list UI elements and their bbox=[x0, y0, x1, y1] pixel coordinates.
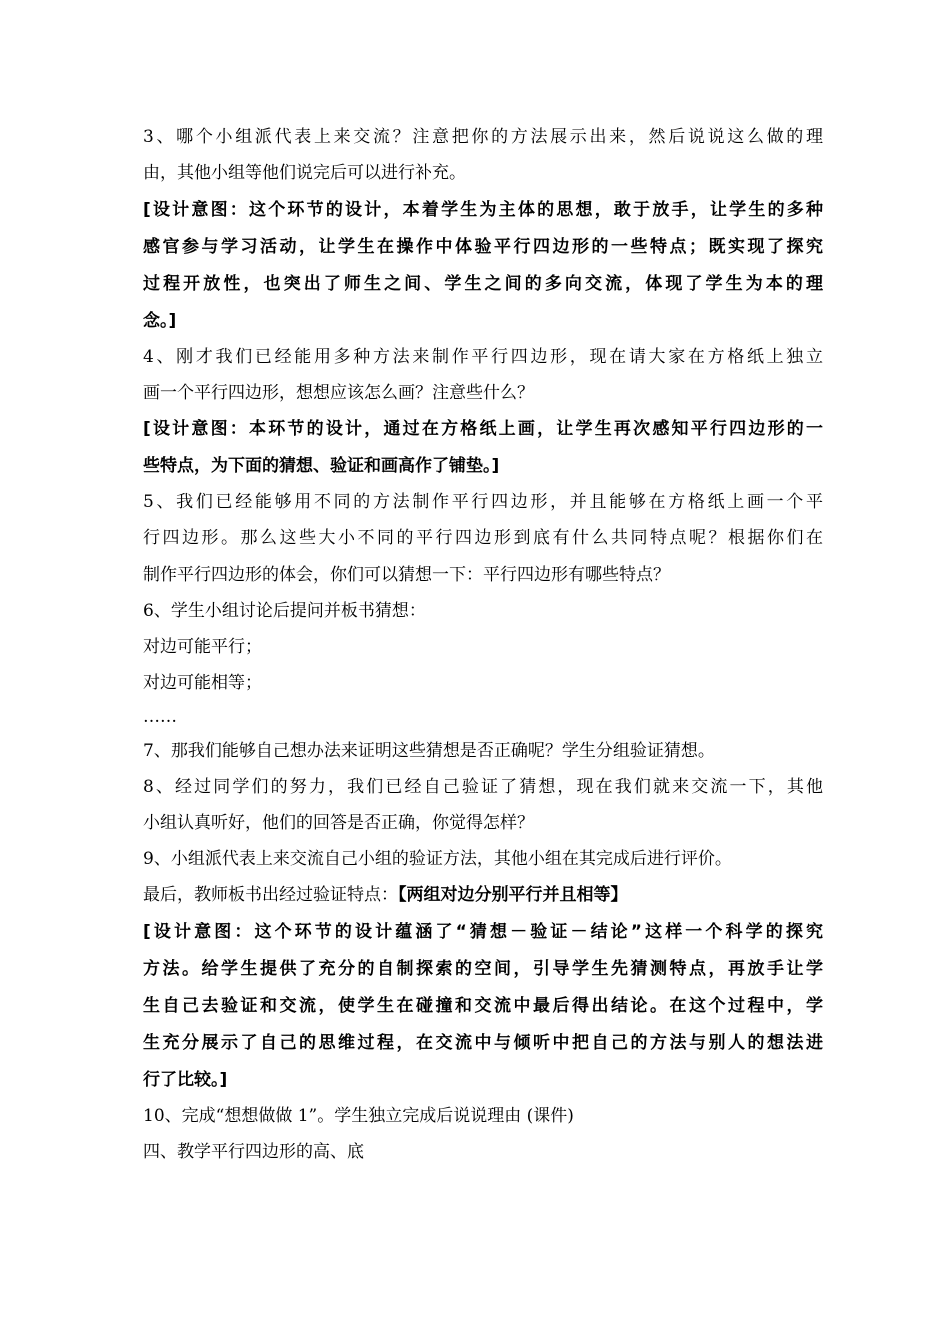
design-intent-2-line-1: [设计意图：本环节的设计，通过在方格纸上画，让学生再次感知平行四边形的一 bbox=[143, 419, 823, 439]
design-intent-3-line-1: [设计意图：这个环节的设计蕴涵了“猜想－验证－结论”这样一个科学的探究 bbox=[143, 922, 823, 942]
paragraph-9-line-1: 9、小组派代表上来交流自己小组的验证方法，其他小组在其完成后进行评价。 bbox=[143, 849, 732, 869]
paragraph-4-line-1: 4、刚才我们已经能用多种方法来制作平行四边形，现在请大家在方格纸上独立 bbox=[143, 347, 823, 367]
design-intent-1-line-4: 念。] bbox=[143, 311, 177, 331]
paragraph-3-line-1: 3、哪个小组派代表上来交流？注意把你的方法展示出来，然后说说这么做的理 bbox=[143, 127, 823, 147]
guess-1: 对边可能平行； bbox=[143, 637, 262, 657]
paragraph-4-line-2: 画一个平行四边形，想想应该怎么画？注意些什么？ bbox=[143, 383, 534, 403]
design-intent-3-line-4: 生充分展示了自己的思维过程，在交流中与倾听中把自己的方法与别人的想法进 bbox=[143, 1033, 823, 1053]
paragraph-3-line-2: 由，其他小组等他们说完后可以进行补充。 bbox=[143, 163, 466, 183]
design-intent-1-line-3: 过程开放性，也突出了师生之间、学生之间的多向交流，体现了学生为本的理 bbox=[143, 274, 823, 294]
design-intent-2-line-2: 些特点，为下面的猜想、验证和画高作了铺垫。] bbox=[143, 456, 500, 476]
design-intent-3-line-2: 方法。给学生提供了充分的自制探索的空间，引导学生先猜测特点，再放手让学 bbox=[143, 959, 823, 979]
paragraph-8-line-2: 小组认真听好，他们的回答是否正确，你觉得怎样？ bbox=[143, 813, 534, 833]
guess-2: 对边可能相等； bbox=[143, 673, 262, 693]
paragraph-5-line-2: 行四边形。那么这些大小不同的平行四边形到底有什么共同特点呢？根据你们在 bbox=[143, 528, 823, 548]
conclusion-intro: 最后，教师板书出经过验证特点： bbox=[143, 885, 398, 905]
conclusion-statement: 【两组对边分别平行并且相等】 bbox=[398, 885, 628, 905]
paragraph-8-line-1: 8、经过同学们的努力，我们已经自己验证了猜想，现在我们就来交流一下，其他 bbox=[143, 777, 823, 797]
section-4-heading: 四、教学平行四边形的高、底 bbox=[143, 1142, 364, 1162]
paragraph-6: 6、学生小组讨论后提问并板书猜想： bbox=[143, 601, 426, 621]
paragraph-9-line-2 bbox=[143, 880, 823, 910]
ellipsis: …… bbox=[143, 707, 177, 727]
paragraph-5-line-1: 5、我们已经能够用不同的方法制作平行四边形，并且能够在方格纸上画一个平 bbox=[143, 492, 823, 512]
design-intent-1-line-1: [设计意图：这个环节的设计，本着学生为主体的思想，敢于放手，让学生的多种 bbox=[143, 200, 823, 220]
paragraph-7: 7、那我们能够自己想办法来证明这些猜想是否正确呢？学生分组验证猜想。 bbox=[143, 741, 715, 761]
design-intent-3-line-5: 行了比较。] bbox=[143, 1070, 228, 1090]
paragraph-10: 10、完成“想想做做 1”。学生独立完成后说说理由 (课件) bbox=[143, 1106, 574, 1126]
design-intent-1-line-2: 感官参与学习活动，让学生在操作中体验平行四边形的一些特点；既实现了探究 bbox=[143, 237, 823, 257]
design-intent-3-line-3: 生自己去验证和交流，使学生在碰撞和交流中最后得出结论。在这个过程中，学 bbox=[143, 996, 823, 1016]
paragraph-5-line-3: 制作平行四边形的体会，你们可以猜想一下：平行四边形有哪些特点？ bbox=[143, 565, 670, 585]
